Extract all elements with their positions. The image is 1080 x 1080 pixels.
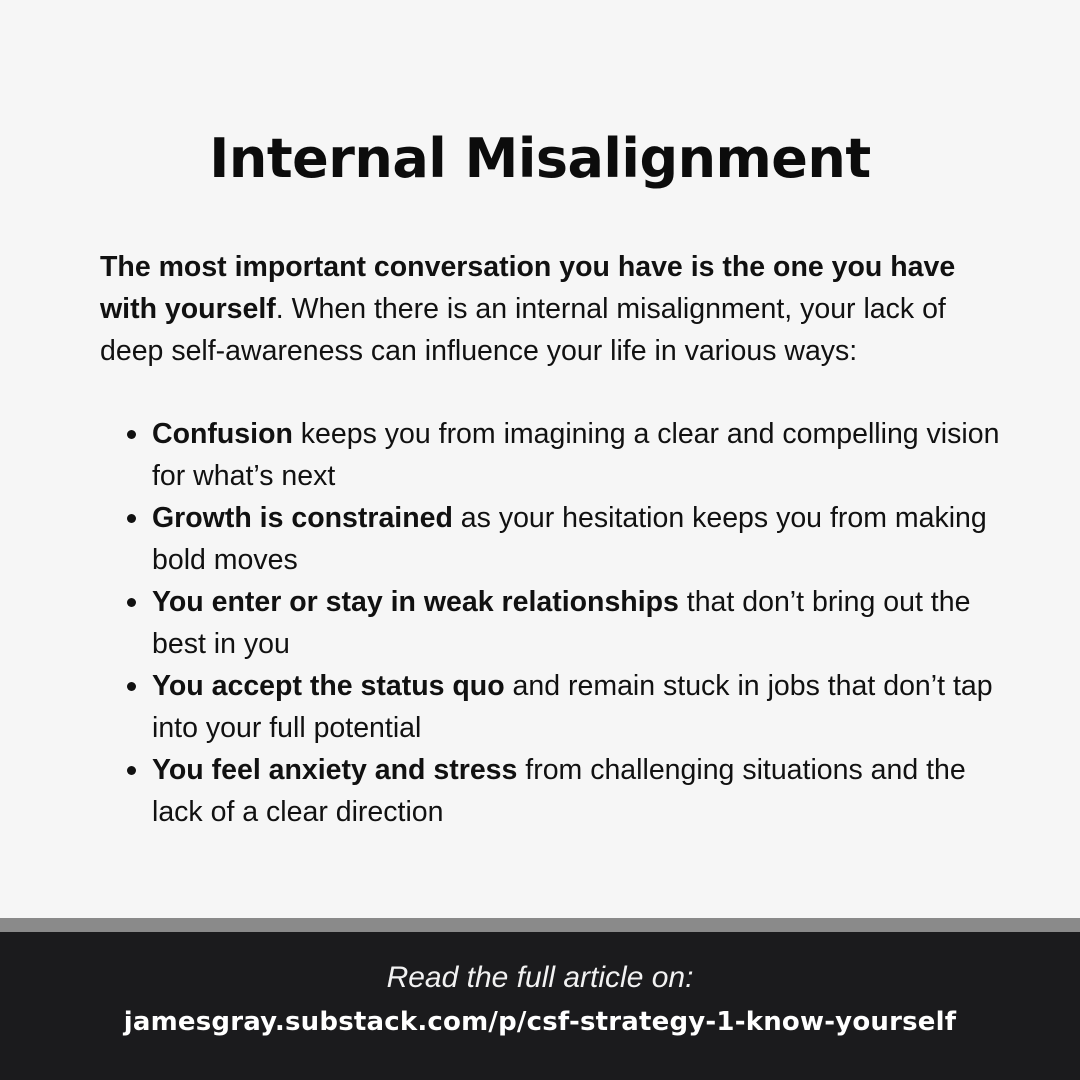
intro-paragraph [100,246,1000,372]
list-item [152,413,1002,497]
list-item-bold: Confusion [152,418,293,450]
bullet-icon [127,598,136,607]
list-item-bold: You enter or stay in weak relationships [152,586,679,618]
list-item [152,665,1002,749]
divider-stripe [0,918,1080,932]
page-title: Internal Misalignment [209,127,871,190]
bullet-list [152,413,1002,833]
list-item-bold: You accept the status quo [152,670,505,702]
bullet-icon [127,766,136,775]
list-item-bold: You feel anxiety and stress [152,754,518,786]
bullet-icon [127,514,136,523]
bullet-icon [127,430,136,439]
list-item [152,749,1002,833]
list-item-text: and remain stuck in jobs that don’t tap into your full potential [152,670,993,744]
list-item-text: as your hesitation keeps you from making bold moves [152,502,987,576]
footer-banner [0,932,1080,1080]
list-item [152,497,1002,581]
list-item-text: from challenging situations and the lack of a clear direction [152,754,966,828]
list-item-text: that don’t bring out the best in you [152,586,971,660]
article-link[interactable]: jamesgray.substack.com/p/csf-strategy-1-know-yourself [123,1007,957,1037]
intro-bold-text: The most important conversation you have is the one you have with yourself [100,251,956,325]
intro-text: . When there is an internal misalignment, your lack of deep self-awareness can influence your life in various ways: [100,293,946,367]
footer-cta: Read the full article on: [386,961,694,994]
list-item-bold: Growth is constrained [152,502,453,534]
bullet-icon [127,682,136,691]
list-item [152,581,1002,665]
list-item-text: keeps you from imagining a clear and compelling vision for what’s next [152,418,1000,492]
